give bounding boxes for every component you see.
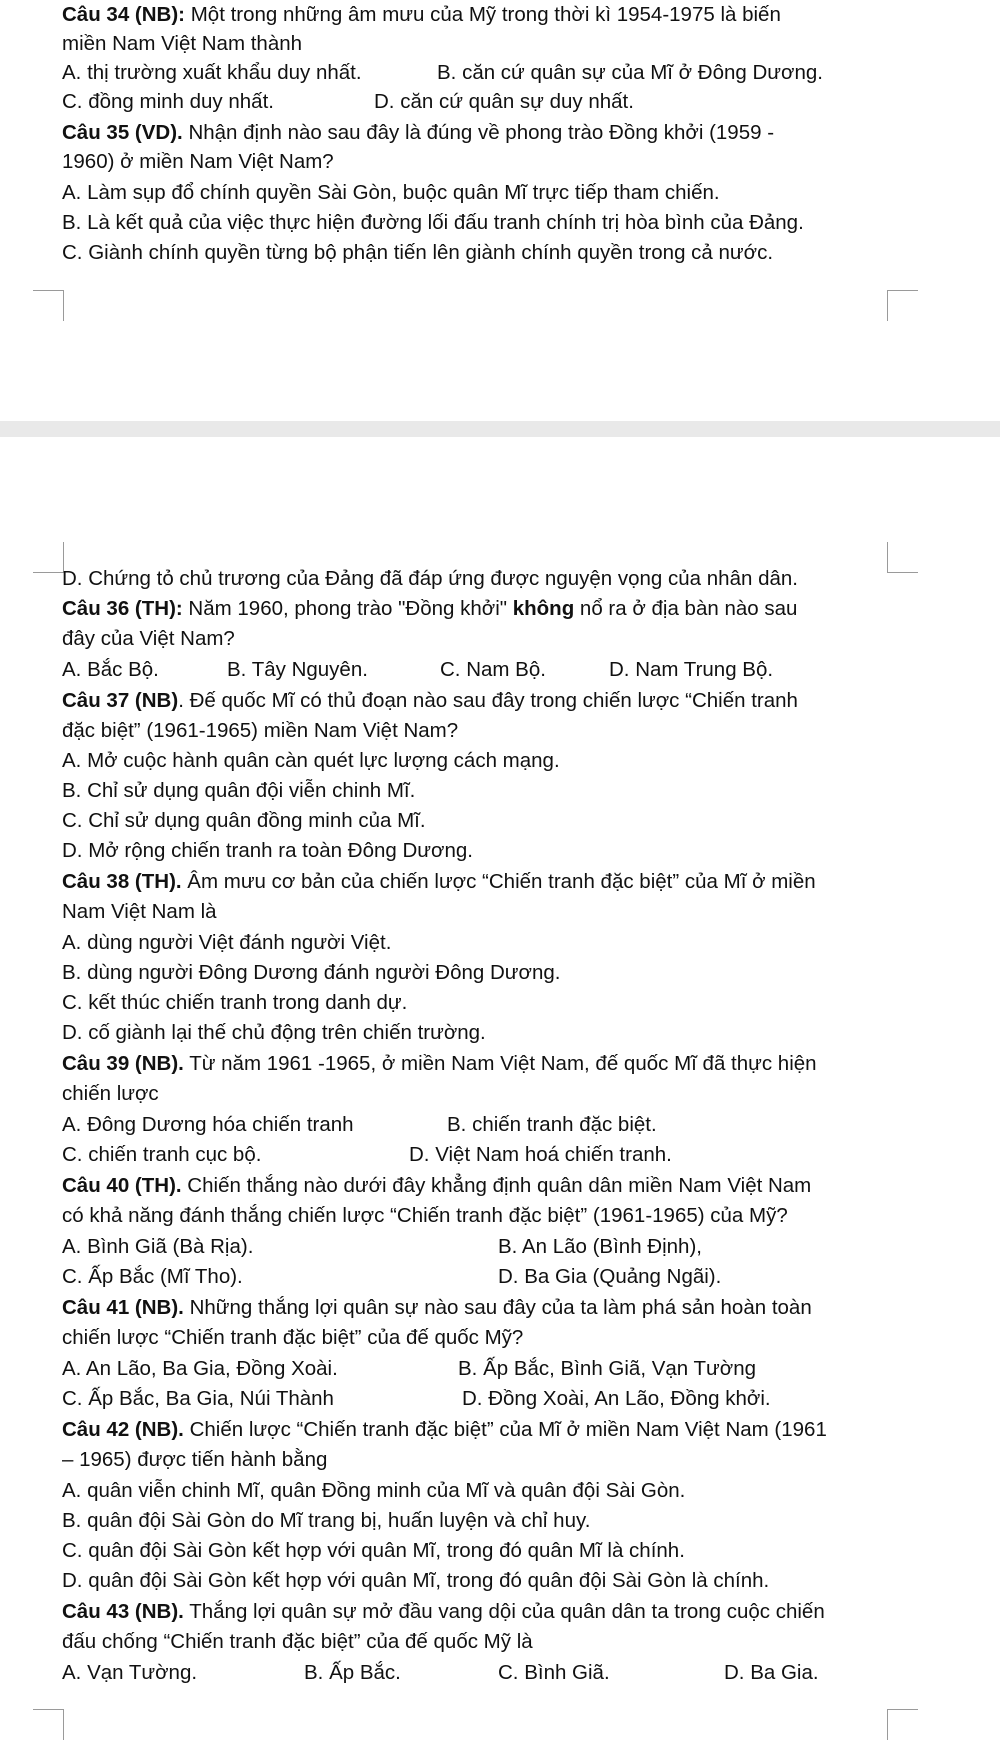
question-42-label: Câu 42 (NB). bbox=[62, 1418, 184, 1441]
question-39-stem-line-1: Câu 39 (NB). Từ năm 1961 -1965, ở miền Nam Việt Nam, đế quốc Mĩ đã thực hiện bbox=[62, 1052, 817, 1075]
question-34-option-a: A. thị trường xuất khẩu duy nhất. bbox=[62, 61, 362, 84]
question-40-option-a: A. Bình Giã (Bà Rịa). bbox=[62, 1235, 254, 1258]
question-39-option-c: C. chiến tranh cục bộ. bbox=[62, 1143, 262, 1166]
page-separator bbox=[0, 421, 1000, 437]
question-34-stem-line-1: Câu 34 (NB): Một trong những âm mưu của Mỹ trong thời kì 1954-1975 là biến bbox=[62, 3, 781, 26]
question-37-option-c: C. Chỉ sử dụng quân đồng minh của Mĩ. bbox=[62, 809, 426, 832]
question-34-label: Câu 34 (NB): bbox=[62, 3, 186, 26]
question-36-stem-line-2: đây của Việt Nam? bbox=[62, 627, 235, 650]
question-42-stem-line-1: Câu 42 (NB). Chiến lược “Chiến tranh đặc biệt” của Mĩ ở miền Nam Việt Nam (1961 bbox=[62, 1418, 827, 1441]
question-36-option-a: A. Bắc Bộ. bbox=[62, 658, 159, 681]
page-crop-mark-lower-right bbox=[887, 1709, 918, 1740]
question-36-emphasis: không bbox=[512, 597, 575, 620]
question-39-option-b: B. chiến tranh đặc biệt. bbox=[447, 1113, 657, 1136]
question-38-option-c: C. kết thúc chiến tranh trong danh dự. bbox=[62, 991, 408, 1014]
question-39-option-d: D. Việt Nam hoá chiến tranh. bbox=[409, 1143, 672, 1166]
question-40-option-b: B. An Lão (Bình Định), bbox=[498, 1235, 702, 1258]
question-38-stem-line-2: Nam Việt Nam là bbox=[62, 900, 217, 923]
question-35-label: Câu 35 (VD). bbox=[62, 121, 183, 144]
question-38-option-d: D. cố giành lại thế chủ động trên chiến trường. bbox=[62, 1021, 486, 1044]
question-43-stem-line-2: đấu chống “Chiến tranh đặc biệt” của đế quốc Mỹ là bbox=[62, 1630, 533, 1653]
question-42-stem-line-2: – 1965) được tiến hành bằng bbox=[62, 1448, 328, 1471]
question-36-option-d: D. Nam Trung Bộ. bbox=[609, 658, 774, 681]
question-35-option-b: B. Là kết quả của việc thực hiện đường lối đấu tranh chính trị hòa bình của Đảng. bbox=[62, 211, 804, 234]
question-38-stem-line-1: Câu 38 (TH). Âm mưu cơ bản của chiến lược “Chiến tranh đặc biệt” của Mĩ ở miền bbox=[62, 870, 816, 893]
question-43-option-b: B. Ấp Bắc. bbox=[304, 1661, 401, 1684]
question-42-option-d: D. quân đội Sài Gòn kết hợp với quân Mĩ, trong đó quân đội Sài Gòn là chính. bbox=[62, 1569, 770, 1592]
question-37-option-b: B. Chỉ sử dụng quân đội viễn chinh Mĩ. bbox=[62, 779, 416, 802]
question-35-option-a: A. Làm sụp đổ chính quyền Sài Gòn, buộc quân Mĩ trực tiếp tham chiến. bbox=[62, 181, 720, 204]
question-40-option-d: D. Ba Gia (Quảng Ngãi). bbox=[498, 1265, 722, 1288]
question-43-option-d: D. Ba Gia. bbox=[724, 1661, 819, 1684]
question-36-option-b: B. Tây Nguyên. bbox=[227, 658, 368, 681]
document-page-1 bbox=[0, 0, 1000, 421]
question-34-option-d: D. căn cứ quân sự duy nhất. bbox=[374, 90, 634, 113]
question-37-option-d: D. Mở rộng chiến tranh ra toàn Đông Dương. bbox=[62, 839, 473, 862]
question-43-option-a: A. Vạn Tường. bbox=[62, 1661, 198, 1684]
page-crop-mark-upper-right bbox=[887, 542, 918, 573]
question-36-option-c: C. Nam Bộ. bbox=[440, 658, 546, 681]
question-34-option-c: C. đồng minh duy nhất. bbox=[62, 90, 274, 113]
page-crop-mark-upper-left bbox=[33, 542, 64, 573]
question-35-option-c: C. Giành chính quyền từng bộ phận tiến lên giành chính quyền trong cả nước. bbox=[62, 241, 774, 264]
page-crop-mark-top-left bbox=[33, 290, 64, 321]
question-37-stem-line-1: Câu 37 (NB). Đế quốc Mĩ có thủ đoạn nào sau đây trong chiến lược “Chiến tranh bbox=[62, 689, 798, 712]
question-40-stem-line-1: Câu 40 (TH). Chiến thắng nào dưới đây khẳng định quân dân miền Nam Việt Nam bbox=[62, 1174, 812, 1197]
question-39-label: Câu 39 (NB). bbox=[62, 1052, 184, 1075]
question-43-label: Câu 43 (NB). bbox=[62, 1600, 184, 1623]
question-37-option-a: A. Mở cuộc hành quân càn quét lực lượng cách mạng. bbox=[62, 749, 560, 772]
document-page-2 bbox=[0, 437, 1000, 1736]
question-41-option-c: C. Ấp Bắc, Ba Gia, Núi Thành bbox=[62, 1387, 334, 1410]
question-36-stem-line-1: Câu 36 (TH): Năm 1960, phong trào "Đồng khởi" không nổ ra ở địa bàn nào sau bbox=[62, 597, 798, 620]
question-35-stem-line-2: 1960) ở miền Nam Việt Nam? bbox=[62, 150, 334, 173]
question-41-option-d: D. Đồng Xoài, An Lão, Đồng khởi. bbox=[462, 1387, 771, 1410]
question-38-option-a: A. dùng người Việt đánh người Việt. bbox=[62, 931, 392, 954]
question-41-stem-line-1: Câu 41 (NB). Những thắng lợi quân sự nào sau đây của ta làm phá sản hoàn toàn bbox=[62, 1296, 812, 1319]
question-35-option-d: D. Chứng tỏ chủ trương của Đảng đã đáp ứng được nguyện vọng của nhân dân. bbox=[62, 567, 798, 590]
question-37-label: Câu 37 (NB) bbox=[62, 689, 179, 712]
page-crop-mark-lower-left bbox=[33, 1709, 64, 1740]
question-40-option-c: C. Ấp Bắc (Mĩ Tho). bbox=[62, 1265, 243, 1288]
question-42-option-a: A. quân viễn chinh Mĩ, quân Đồng minh của Mĩ và quân đội Sài Gòn. bbox=[62, 1479, 686, 1502]
page-crop-mark-top-right bbox=[887, 290, 918, 321]
question-34-option-b: B. căn cứ quân sự của Mĩ ở Đông Dương. bbox=[437, 61, 823, 84]
question-41-option-a: A. An Lão, Ba Gia, Đồng Xoài. bbox=[62, 1357, 338, 1380]
question-40-stem-line-2: có khả năng đánh thắng chiến lược “Chiến tranh đặc biệt” (1961-1965) của Mỹ? bbox=[62, 1204, 788, 1227]
question-39-stem-line-2: chiến lược bbox=[62, 1082, 159, 1105]
question-34-stem-line-2: miền Nam Việt Nam thành bbox=[62, 32, 303, 55]
question-36-label: Câu 36 (TH): bbox=[62, 597, 183, 620]
question-38-label: Câu 38 (TH). bbox=[62, 870, 182, 893]
question-43-option-c: C. Bình Giã. bbox=[498, 1661, 610, 1684]
question-39-option-a: A. Đông Dương hóa chiến tranh bbox=[62, 1113, 354, 1136]
question-35-stem-line-1: Câu 35 (VD). Nhận định nào sau đây là đúng về phong trào Đồng khởi (1959 - bbox=[62, 121, 775, 144]
question-37-stem-line-2: đặc biệt” (1961-1965) miền Nam Việt Nam? bbox=[62, 719, 459, 742]
question-41-stem-line-2: chiến lược “Chiến tranh đặc biệt” của đế quốc Mỹ? bbox=[62, 1326, 524, 1349]
question-41-label: Câu 41 (NB). bbox=[62, 1296, 184, 1319]
question-40-label: Câu 40 (TH). bbox=[62, 1174, 182, 1197]
question-38-option-b: B. dùng người Đông Dương đánh người Đông Dương. bbox=[62, 961, 561, 984]
question-42-option-b: B. quân đội Sài Gòn do Mĩ trang bị, huấn luyện và chỉ huy. bbox=[62, 1509, 591, 1532]
question-41-option-b: B. Ấp Bắc, Bình Giã, Vạn Tường bbox=[458, 1357, 757, 1380]
question-42-option-c: C. quân đội Sài Gòn kết hợp với quân Mĩ, trong đó quân Mĩ là chính. bbox=[62, 1539, 685, 1562]
question-43-stem-line-1: Câu 43 (NB). Thắng lợi quân sự mở đầu vang dội của quân dân ta trong cuộc chiến bbox=[62, 1600, 825, 1623]
